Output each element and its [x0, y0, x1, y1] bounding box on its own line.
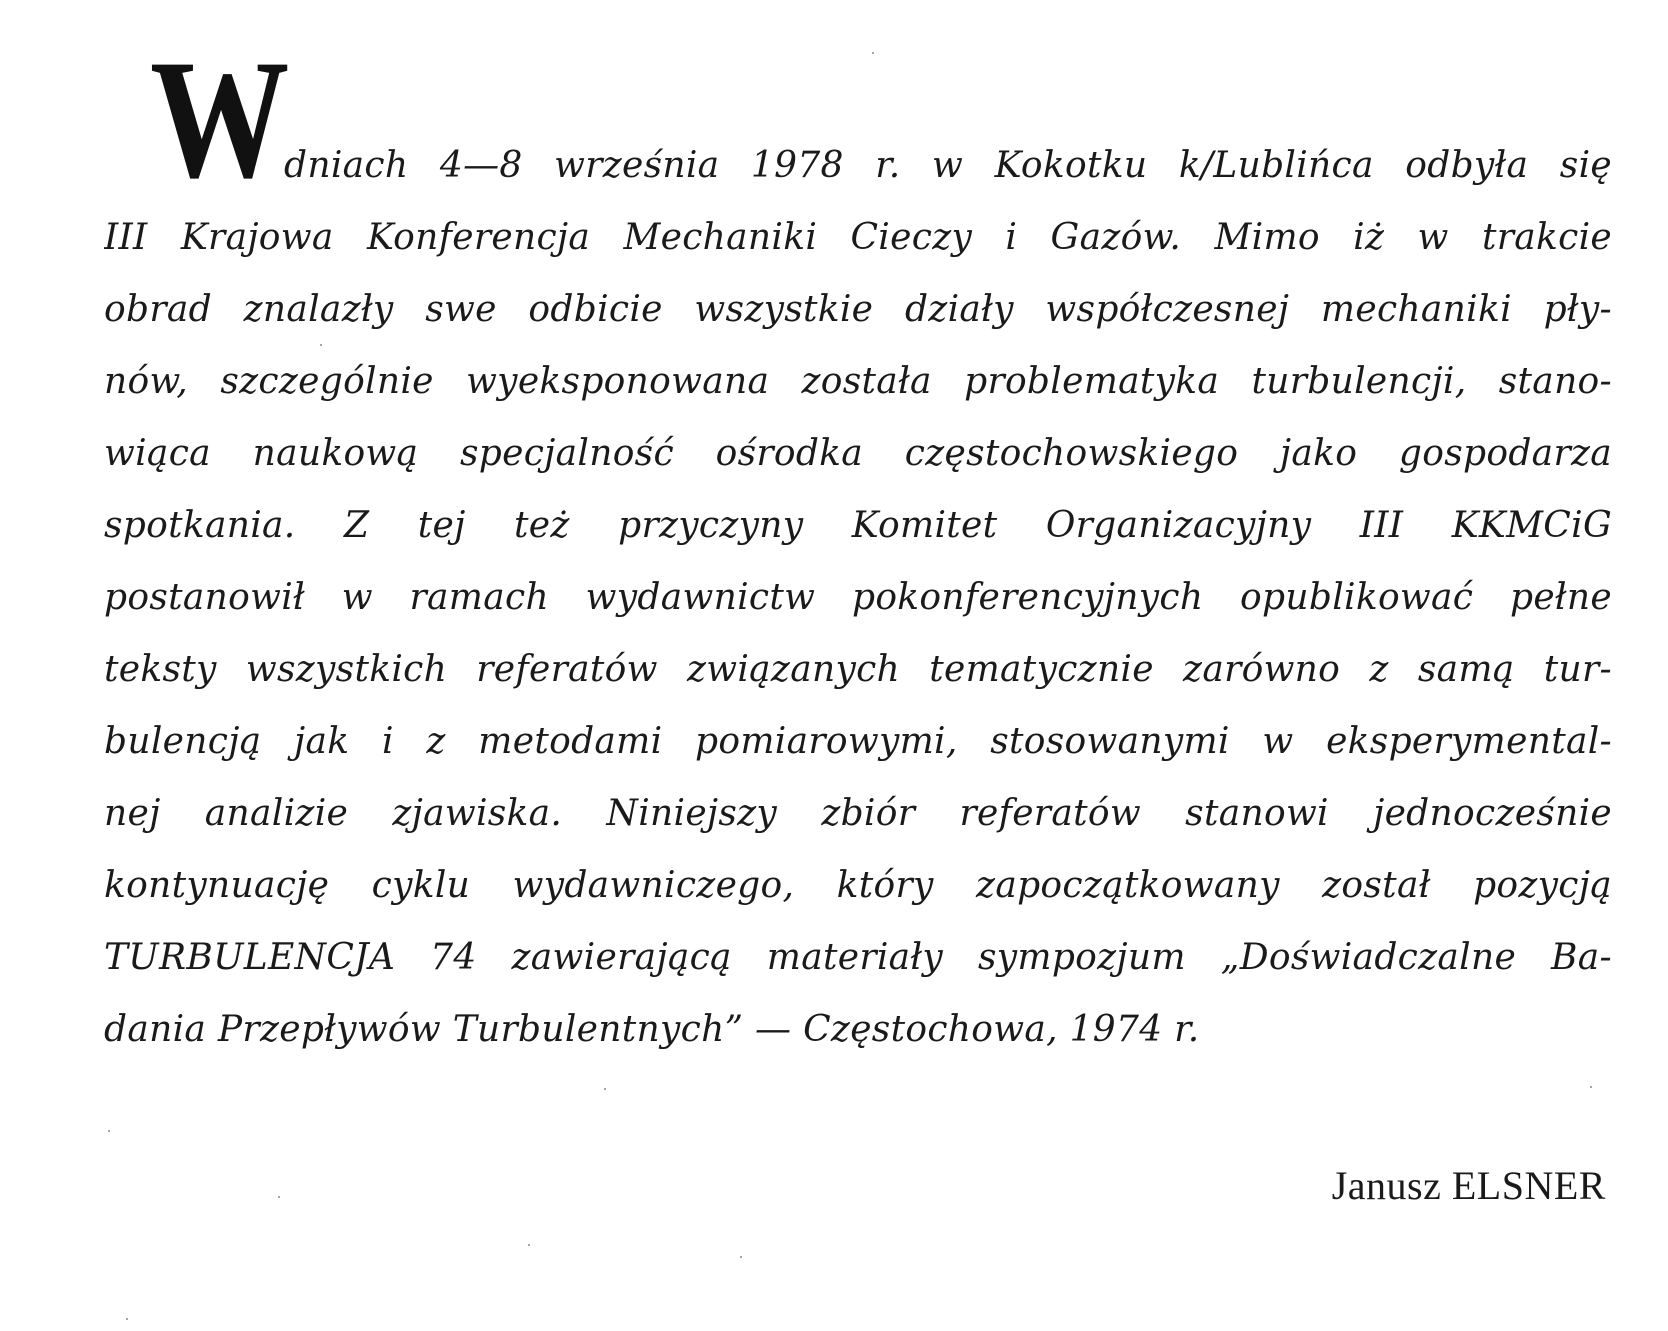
scan-speck — [528, 1244, 530, 1246]
drop-cap-letter: W — [150, 25, 290, 213]
paragraph-line: kontynuację cyklu wydawniczego, który zapoczątkowany został pozycją — [104, 865, 1612, 906]
author-signature: Janusz ELSNER — [1331, 1163, 1606, 1208]
scan-speck — [320, 344, 322, 346]
scan-speck — [872, 52, 874, 54]
scan-speck — [108, 1130, 110, 1132]
paragraph-line: nów, szczególnie wyeksponowana została problematyka turbulencji, stano- — [104, 361, 1612, 402]
paragraph-line: dniach 4—8 września 1978 r. w Kokotku k/Lublińca odbyła się — [284, 145, 1612, 186]
scan-speck — [278, 1196, 280, 1198]
paragraph-line: bulencją jak i z metodami pomiarowymi, stosowanymi w eksperymental- — [104, 721, 1612, 762]
paragraph-line: dania Przepływów Turbulentnych” — Częstochowa, 1974 r. — [104, 1009, 1200, 1050]
paragraph-line: nej analizie zjawiska. Niniejszy zbiór referatów stanowi jednocześnie — [104, 793, 1612, 834]
scan-speck — [740, 1256, 742, 1258]
paragraph-line: wiąca naukową specjalność ośrodka częstochowskiego jako gospodarza — [104, 433, 1612, 474]
body-paragraph — [104, 130, 1612, 1066]
scan-speck — [126, 1318, 128, 1320]
paragraph-line: teksty wszystkich referatów związanych tematycznie zarówno z samą tur- — [104, 649, 1612, 690]
paragraph-line: III Krajowa Konferencja Mechaniki Cieczy i Gazów. Mimo iż w trakcie — [104, 217, 1612, 258]
paragraph-line: postanowił w ramach wydawnictw pokonferencyjnych opublikować pełne — [104, 577, 1612, 618]
paragraph-line: TURBULENCJA 74 zawierającą materiały sympozjum „Doświadczalne Ba- — [104, 937, 1612, 978]
scan-speck — [1590, 1086, 1592, 1088]
paragraph-line: spotkania. Z tej też przyczyny Komitet Organizacyjny III KKMCiG — [104, 505, 1612, 546]
scan-speck — [604, 1088, 606, 1090]
paragraph-line: obrad znalazły swe odbicie wszystkie działy współczesnej mechaniki pły- — [104, 289, 1612, 330]
